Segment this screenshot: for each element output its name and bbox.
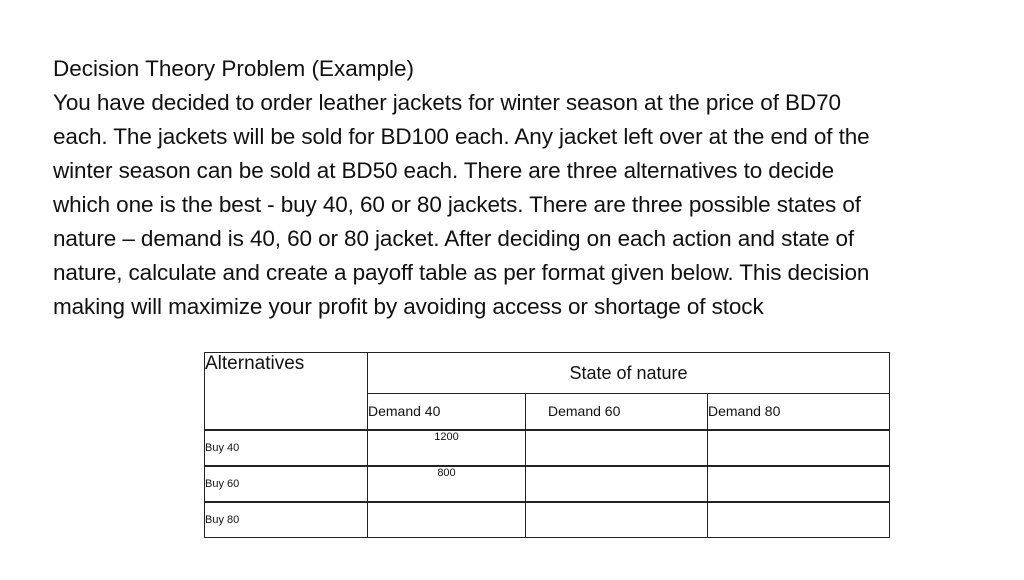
- problem-statement: [53, 86, 1003, 324]
- payoff-cell: [368, 502, 526, 538]
- payoff-cell: [708, 466, 890, 502]
- row-label-buy-80: Buy 80: [205, 502, 368, 538]
- demand-40-header: Demand 40: [368, 394, 526, 430]
- row-label-buy-60: Buy 60: [205, 466, 368, 502]
- paragraph-line: nature – demand is 40, 60 or 80 jacket. After deciding on each action and state of: [53, 226, 855, 251]
- alternatives-header: Alternatives: [205, 353, 368, 430]
- paragraph-line: winter season can be sold at BD50 each. There are three alternatives to decide: [53, 158, 835, 183]
- paragraph-line: You have decided to order leather jackets for winter season at the price of BD70: [53, 90, 841, 115]
- payoff-table: [204, 352, 890, 538]
- payoff-cell: 800: [368, 466, 526, 502]
- document-title: Decision Theory Problem (Example): [53, 56, 414, 81]
- paragraph-line: making will maximize your profit by avoiding access or shortage of stock: [53, 294, 764, 319]
- payoff-cell: [708, 502, 890, 538]
- paragraph-line: each. The jackets will be sold for BD100 each. Any jacket left over at the end of the: [53, 124, 870, 149]
- table-row: [205, 430, 890, 466]
- demand-60-header: Demand 60: [526, 394, 708, 430]
- table-row: [205, 466, 890, 502]
- document-body: [53, 52, 1003, 324]
- payoff-cell: [526, 502, 708, 538]
- table-row: [205, 502, 890, 538]
- payoff-cell: [708, 430, 890, 466]
- payoff-cell: 1200: [368, 430, 526, 466]
- paragraph-line: which one is the best - buy 40, 60 or 80 jackets. There are three possible states of: [53, 192, 861, 217]
- paragraph-line: nature, calculate and create a payoff table as per format given below. This decision: [53, 260, 870, 285]
- row-label-buy-40: Buy 40: [205, 430, 368, 466]
- payoff-cell: [526, 466, 708, 502]
- state-of-nature-header: State of nature: [368, 353, 890, 394]
- payoff-cell: [526, 430, 708, 466]
- demand-80-header: Demand 80: [708, 394, 890, 430]
